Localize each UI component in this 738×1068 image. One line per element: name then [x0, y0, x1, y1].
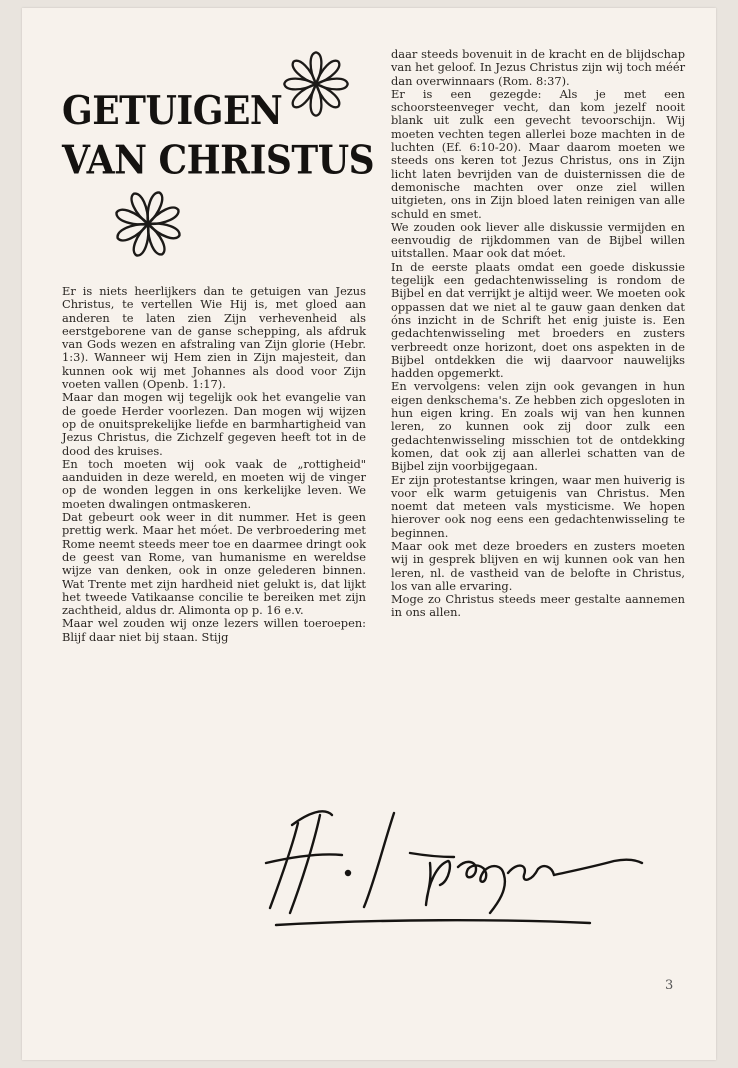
page-number: 3 [665, 978, 674, 993]
paragraph: Maar wel zouden wij onze lezers willen toeroepen: Blijf daar niet bij staan. Stijg [62, 616, 366, 644]
flower-ornament-icon [280, 48, 352, 120]
title-line-2: VAN CHRISTUS [62, 137, 375, 184]
left-text-column [62, 285, 366, 644]
paragraph: Maar dan mogen wij tegelijk ook het evangelie van de goede Herder voorlezen. Dan mogen wij wijzen op de onuitsprekelijke liefde en barmhartigheid van Jezus Christus, die Zichzelf gegeven heeft tot in de dood des kruises. [62, 390, 366, 458]
paragraph: Maar ook met deze broeders en zusters moeten wij in gesprek blijven en wij kunnen ook van hen leren, nl. de vastheid van de belofte in Christus, los van alle ervaring. [391, 538, 685, 593]
paragraph: Er is niets heerlijkers dan te getuigen van Jezus Christus, te vertellen Wie Hij is, met gloed aan anderen te laten zien Zijn verhevenheid als eerstgeborene van de ganse schepping, als afdruk van Gods wezen en afstraling van Zijn glorie (Hebr. 1:3). Wanneer wij Hem zien in Zijn majesteit, dan kunnen ook wij met Johannes als dood voor Zijn voeten vallen (Openb. 1:17). [62, 284, 366, 392]
paragraph: We zouden ook liever alle diskussie vermijden en eenvoudig de rijkdommen van de Bijbel willen uitstallen. Maar ook dat móet. [391, 219, 685, 261]
right-text-column [391, 48, 685, 620]
paragraph: Moge zo Christus steeds meer gestalte aannemen in ons allen. [391, 592, 685, 620]
magazine-page [22, 8, 716, 1060]
paragraph: Er is een gezegde: Als je met een schoorsteenveger vecht, dan kom jezelf nooit blank uit zulk een gevecht tevoorschijn. Wij moeten vechten tegen allerlei boze machten in de luchten (Ef. 6:10-20). Maar daarom moeten we steeds ons keren tot Jezus Christus, ons in Zijn licht laten bevrijden van de duisternissen die de demonische machten over onze ziel willen uitgieten, ons in Zijn bloed laten reinigen van alle schuld en smet. [391, 86, 685, 221]
handwritten-signature [262, 803, 662, 933]
title-line-1: GETUIGEN [62, 88, 283, 134]
paragraph: En vervolgens: velen zijn ook gevangen in hun eigen denkschema's. Ze hebben zich opgesloten in hun eigen kring. En zoals wij van hen kunnen leren, zo kunnen ook zij door zulk een gedachtenwisseling misschien tot de ontdekking komen, dat ook zij aan allerlei schatten van de Bijbel zijn voorbijgegaan. [391, 379, 685, 474]
paragraph: En toch moeten wij ook vaak de „rottigheid" aanduiden in deze wereld, en moeten wij de vinger op de wonden leggen in ons kerkelijke leven. We moeten dwalingen ontmaskeren. [62, 456, 366, 511]
paragraph: Dat gebeurt ook weer in dit nummer. Het is geen prettig werk. Maar het móet. De verbroedering met Rome neemt steeds meer toe en daarmee dringt ook de geest van Rome, van humanisme en wereldse wijze van denken, ook in onze gelederen binnen. Wat Trente met zijn hardheid niet gelukt is, dat lijkt het tweede Vatikaanse concilie te bereiken met zijn zachtheid, aldus dr. Alimonta op p. 16 e.v. [62, 510, 366, 618]
paragraph: In de eerste plaats omdat een goede diskussie tegelijk een gedachtenwisseling is rondom de Bijbel en dat verrijkt je altijd weer. We moeten ook oppassen dat we niet al te gauw gaan denken dat óns inzicht in de Schrift het enig juiste is. Een gedachtenwisseling met broeders en zusters verbreedt onze horizont, doet ons aspekten in de Bijbel ontdekken die wij daarvoor nauwelijks hadden opgemerkt. [391, 259, 685, 381]
paragraph: Er zijn protestantse kringen, waar men huiverig is voor elk warm getuigenis van Christus. Men noemt dat meteen vals mysticisme. We hopen hierover ook nog eens een gedachtenwisseling te beginnen. [391, 472, 685, 540]
flower-ornament-icon [110, 186, 186, 262]
paragraph: daar steeds bovenuit in de kracht en de blijdschap van het geloof. In Jezus Christus zijn wij toch méér dan overwinnaars (Rom. 8:37). [391, 47, 686, 88]
